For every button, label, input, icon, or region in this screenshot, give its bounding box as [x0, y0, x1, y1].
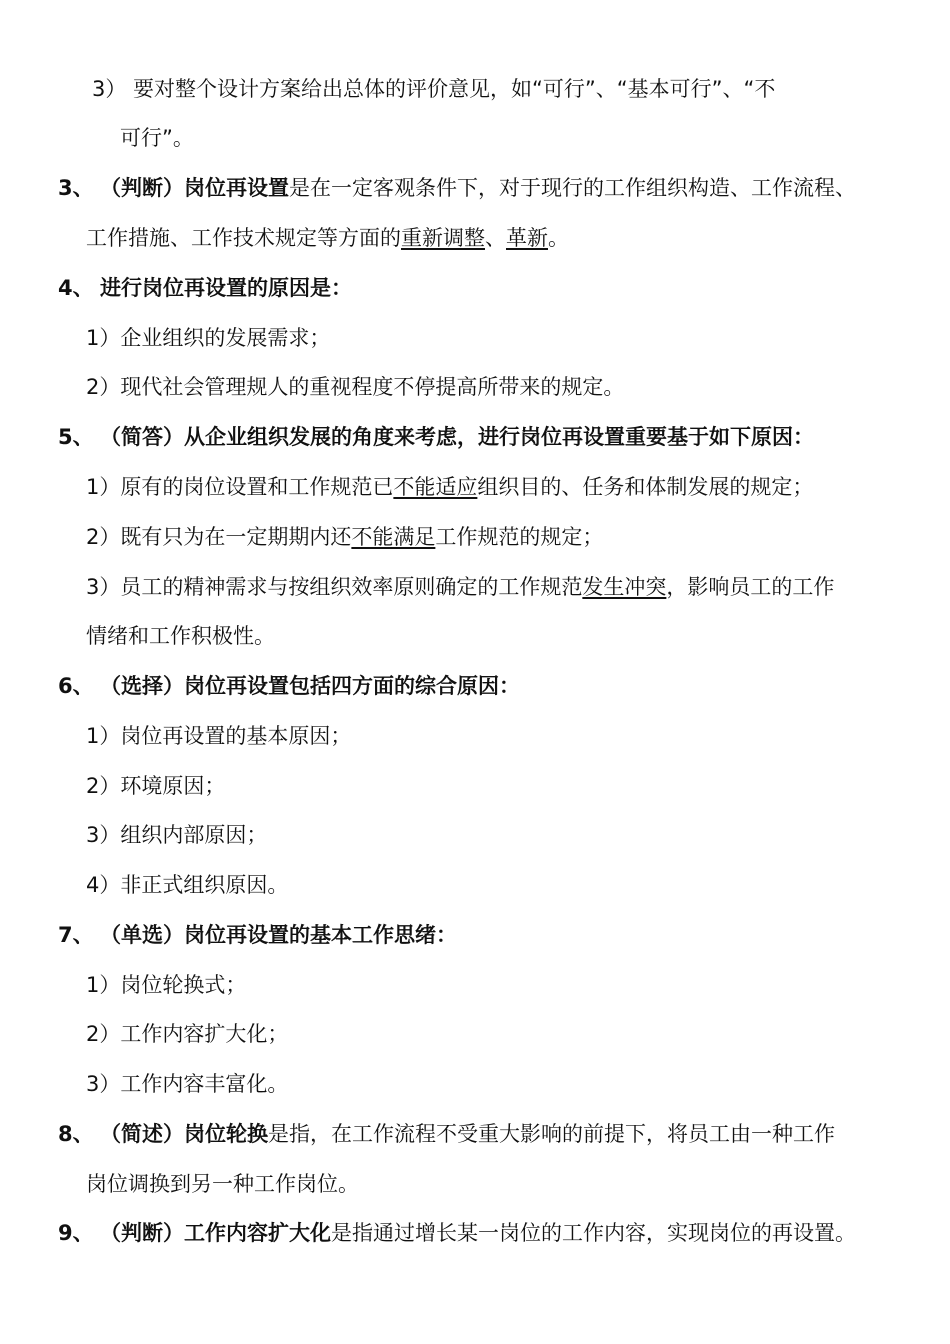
item-heading: （选择）岗位再设置包括四方面的综合原因： — [100, 674, 520, 698]
list-item — [86, 522, 950, 552]
item-text: 岗位调换到另一种工作岗位。 — [86, 1172, 359, 1196]
item-9 — [58, 1218, 950, 1248]
list-item-text: 情绪和工作积极性。 — [86, 624, 275, 648]
item-term: （判断）工作内容扩大化 — [100, 1221, 331, 1245]
list-item — [86, 970, 950, 1000]
item-number: 8、 — [58, 1122, 94, 1146]
underlined-key-phrase: 重新调整 — [401, 226, 485, 250]
item-text: 、 — [485, 226, 506, 250]
item-term: （简述）岗位轮换 — [100, 1122, 268, 1146]
item-4 — [58, 273, 950, 303]
item-heading: （简答）从企业组织发展的角度来考虑，进行岗位再设置重要基于如下原因： — [100, 425, 814, 449]
item-text: 工作措施、工作技术规定等方面的 — [86, 226, 401, 250]
item-number: 4、 — [58, 276, 94, 300]
list-item-text: 组织目的、任务和体制发展的规定； — [477, 475, 814, 499]
list-item-text: 3）员工的精神需求与按组织效率原则确定的工作规范 — [86, 575, 583, 599]
item-number: 5、 — [58, 425, 94, 449]
list-item — [86, 323, 950, 353]
list-item-text: 2）既有只为在一定期期内还 — [86, 525, 352, 549]
list-item — [86, 1019, 950, 1049]
list-item-text: 2）工作内容扩大化； — [86, 1022, 289, 1046]
item-8 — [58, 1119, 950, 1149]
item-number: 6、 — [58, 674, 94, 698]
underlined-key-phrase: 发生冲突 — [582, 575, 667, 599]
list-item-text: 1）岗位再设置的基本原因； — [86, 724, 352, 748]
item-number: 9、 — [58, 1221, 94, 1245]
item-7 — [58, 920, 950, 950]
list-item — [86, 472, 950, 502]
list-item-text: 1）原有的岗位设置和工作规范已 — [86, 475, 394, 499]
list-item-text: 工作规范的规定； — [435, 525, 604, 549]
item-text: 是在一定客观条件下，对于现行的工作组织构造、工作流程、 — [289, 176, 856, 200]
list-item — [86, 771, 950, 801]
list-item — [86, 572, 950, 602]
list-item — [86, 721, 950, 751]
underlined-key-phrase: 革新 — [506, 226, 548, 250]
list-item-continuation — [86, 621, 950, 651]
list-item — [86, 820, 950, 850]
item-3-continuation — [86, 223, 950, 253]
item-number: 3、 — [58, 176, 94, 200]
list-item — [86, 870, 950, 900]
list-item-text: 3） 要对整个设计方案给出总体的评价意见，如“可行”、“基本可行”、“不 — [92, 77, 776, 101]
list-item — [86, 372, 950, 402]
item-6 — [58, 671, 950, 701]
item-term: （判断）岗位再设置 — [100, 176, 289, 200]
item-heading: （单选）岗位再设置的基本工作思绪： — [100, 923, 457, 947]
list-item-text: 3）工作内容丰富化。 — [86, 1072, 289, 1096]
list-item-text: 2）现代社会管理规人的重视程度不停提高所带来的规定。 — [86, 375, 625, 399]
item-5 — [58, 422, 950, 452]
list-item-text: 3）组织内部原因； — [86, 823, 268, 847]
list-item — [86, 1069, 950, 1099]
underlined-key-phrase: 不能满足 — [351, 525, 436, 549]
list-item-text: ，影响员工的工作 — [666, 575, 835, 599]
item-number: 7、 — [58, 923, 94, 947]
item-heading: 进行岗位再设置的原因是： — [100, 276, 352, 300]
item-text: 。 — [548, 226, 569, 250]
item-8-continuation — [86, 1169, 950, 1199]
list-item-text: 1）岗位轮换式； — [86, 973, 247, 997]
list-item-text: 4）非正式组织原因。 — [86, 873, 289, 897]
list-item-text: 2）环境原因； — [86, 774, 226, 798]
item-text: 是指通过增长某一岗位的工作内容，实现岗位的再设置。 — [331, 1221, 856, 1245]
list-item-text: 可行”。 — [120, 126, 194, 150]
item-3 — [58, 173, 950, 203]
item-text: 是指，在工作流程不受重大影响的前提下，将员工由一种工作 — [268, 1122, 835, 1146]
list-item-text: 1）企业组织的发展需求； — [86, 326, 331, 350]
underlined-key-phrase: 不能适应 — [393, 475, 478, 499]
list-item-continuation — [120, 123, 950, 153]
list-item — [92, 74, 950, 104]
